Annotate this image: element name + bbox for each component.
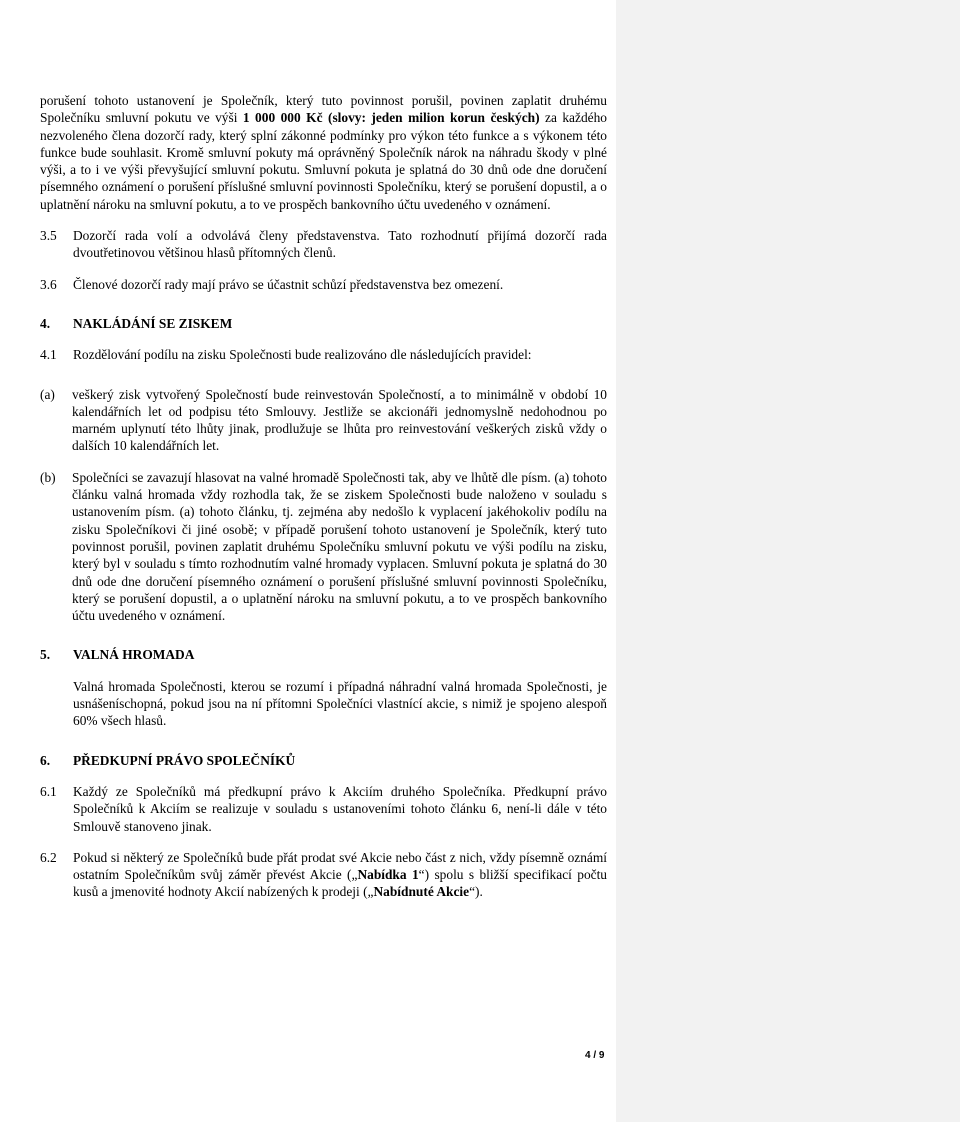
clause-number: 3.6: [40, 276, 57, 292]
clause-3-6: [40, 276, 607, 293]
section-number: 6.: [40, 752, 51, 768]
section-title: NAKLÁDÁNÍ SE ZISKEM: [73, 315, 233, 331]
clause-number: 4.1: [40, 347, 57, 363]
clause-3-5: [40, 227, 607, 262]
subclause-text: veškerý zisk vytvořený Společností bude reinvestován Společností, a to minimálně v období 10 kalendářních let od podpisu této Smlouvy. Jestliže se akcionáři jednomyslně nedohodnou po marném uplynutí této lhůty jinak, prodlužuje se lhůta pro reinvestování veškerých zisků vždy o dalších 10 kalendářních let.: [72, 386, 607, 454]
section-heading-6: [40, 752, 607, 769]
clause-4-1-a: [40, 386, 607, 455]
clause-4-1-b: [40, 469, 607, 625]
clause-text-part: Pokud si některý ze Společníků bude přát prodat své Akcie nebo část z nich, vždy písemně oznámí ostatním Společníkům svůj záměr převést Akcie („: [73, 849, 607, 883]
clause-text: Dozorčí rada volí a odvolává členy představenstva. Tato rozhodnutí přijímá dozorčí rada dvoutřetinovou většinou hlasů přítomných členů.: [73, 228, 607, 261]
section-title: VALNÁ HROMADA: [73, 647, 195, 663]
section-number: 4.: [40, 315, 51, 331]
clause-text: Členové dozorčí rady mají právo se účastnit schůzí představenstva bez omezení.: [73, 276, 504, 292]
subclause-label: (a): [40, 386, 55, 402]
clause-text: [73, 849, 607, 901]
clause-6-1: [40, 783, 607, 835]
clause-6-2: [40, 849, 607, 901]
section-heading-5: [40, 646, 607, 663]
clause-text-part: “).: [469, 884, 483, 900]
section-title: PŘEDKUPNÍ PRÁVO SPOLEČNÍKŮ: [73, 752, 296, 768]
clause-text: Rozdělování podílu na zisku Společnosti bude realizováno dle následujících pravidel:: [73, 347, 532, 363]
defined-term: Nabídka 1: [357, 867, 419, 883]
clause-4-1: [40, 346, 607, 363]
margin-bar: [616, 0, 960, 1122]
page-number: 4 / 9: [585, 1050, 605, 1061]
clause-number: 3.5: [40, 228, 57, 244]
section-heading-4: [40, 315, 607, 332]
clause-text-part: “) spolu s bližší specifikací počtu kusů a jmenovité hodnoty Akcií nabízených k prodeji („: [73, 867, 607, 900]
document-page: [40, 92, 607, 901]
clause-number: 6.2: [40, 849, 57, 865]
clause-number: 6.1: [40, 783, 57, 799]
intro-paragraph: [40, 92, 607, 213]
section-number: 5.: [40, 647, 51, 663]
intro-text-cont: za každého nezvoleného člena dozorčí rady, který splní zákonné podmínky pro výkon této funkce a s výkonem této funkce bude souhlasit. Kromě smluvní pokuty má oprávněný Společník nárok na náhradu škody v plné výši, a to i ve výši převyšující smluvní pokutu. Smluvní pokuta je splatná do 30 dnů ode dne doručení písemného oznámení o porušení příslušné smluvní povinnosti Společníku, který se porušení dopustil, a o uplatnění nároku na smluvní pokutu, a to ve prospěch bankovního účtu uvedeného v oznámení.: [40, 110, 607, 212]
section-5-paragraph: [40, 678, 607, 730]
paragraph-text: Valná hromada Společnosti, kterou se rozumí i případná náhradní valná hromada Společnosti, je usnášeníschopná, pokud jsou na ní přítomni Společníci vlastnící akcie, s nimiž je spojeno alespoň 60% všech hlasů.: [73, 678, 607, 729]
intro-penalty-amount: 1 000 000 Kč (slovy: jeden milion korun českých): [242, 110, 540, 126]
subclause-text: Společníci se zavazují hlasovat na valné hromadě Společnosti tak, aby ve lhůtě dle písm. (a) tohoto článku valná hromada vždy rozhodla tak, že se ziskem Společnosti bude naloženo v souladu s ustanovením písm. (a) tohoto článku, tj. zejména aby nedošlo k vyplacení jakéhokoliv podílu na zisku Společníkovi či jiné osobě; v případě porušení tohoto ustanovení je Společník, který tuto povinnost porušil, povinen zaplatit druhému Společníku smluvní pokutu ve výši podílu na zisku, který byl v souladu s tímto rozhodnutím valné hromady vyplacen. Smluvní pokuta je splatná do 30 dnů ode dne doručení písemného oznámení o porušení příslušné smluvní povinnosti Společníku, který se porušení dopustil, a o uplatnění nároku na smluvní pokutu, a to ve prospěch bankovního účtu uvedeného v oznámení.: [72, 469, 607, 624]
subclause-label: (b): [40, 469, 56, 485]
defined-term: Nabídnuté Akcie: [373, 884, 470, 900]
intro-text: porušení tohoto ustanovení je Společník, který tuto povinnost porušil, povinen zaplatit druhému Společníku smluvní pokutu ve výši: [40, 93, 607, 126]
clause-text: Každý ze Společníků má předkupní právo k Akciím druhého Společníka. Předkupní právo Společníků k Akciím se realizuje v souladu s ustanoveními tohoto článku 6, není-li dále v této Smlouvě stanoveno jinak.: [73, 783, 607, 834]
